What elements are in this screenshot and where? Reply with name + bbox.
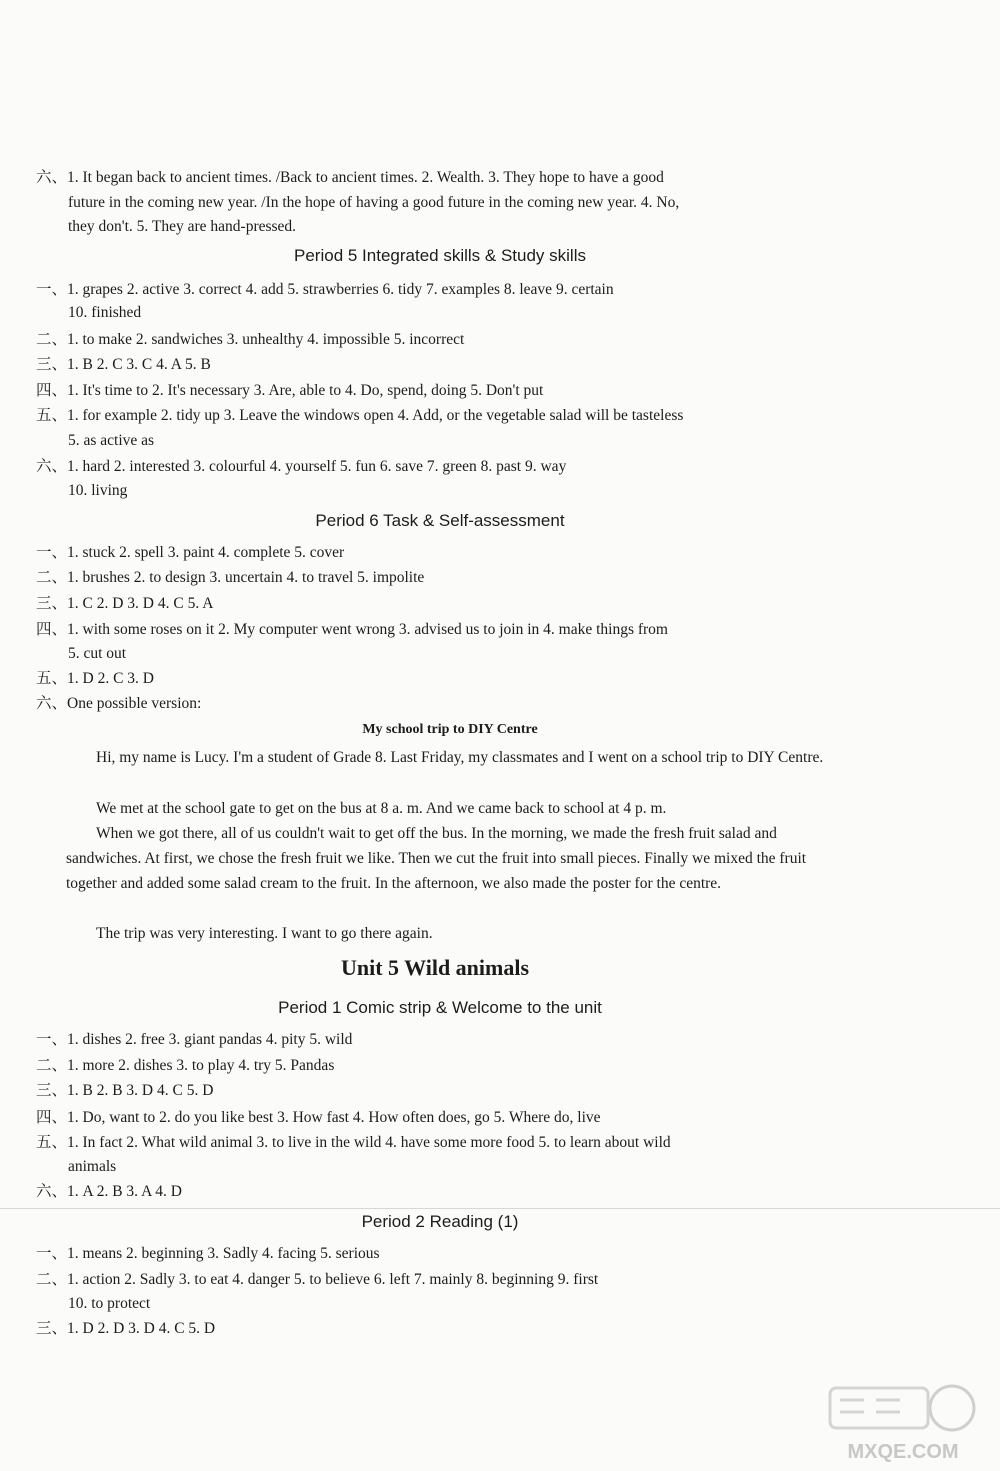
answer-line: future in the coming new year. /In the hope of having a good future in the coming new year. 4. No,	[68, 194, 680, 211]
answer-line: 四、1. with some roses on it 2. My computer went wrong 3. advised us to join in 4. make things from	[36, 621, 668, 638]
answer-line: 三、1. D 2. D 3. D 4. C 5. D	[36, 1320, 216, 1337]
answer-line: 五、1. D 2. C 3. D	[36, 670, 154, 687]
section-divider	[0, 1208, 1000, 1209]
answer-line: 三、1. C 2. D 3. D 4. C 5. A	[36, 595, 214, 612]
answer-line: 六、1. It began back to ancient times. /Back to ancient times. 2. Wealth. 3. They hope to have a good	[36, 169, 664, 186]
answer-line: 六、1. hard 2. interested 3. colourful 4. yourself 5. fun 6. save 7. green 8. past 9. way	[36, 458, 567, 475]
answer-line: 10. finished	[68, 304, 142, 321]
essay-paragraph	[66, 821, 840, 896]
answer-line: 四、1. Do, want to 2. do you like best 3. How fast 4. How often does, go 5. Where do, live	[36, 1109, 601, 1126]
answer-line: 二、1. more 2. dishes 3. to play 4. try 5. Pandas	[36, 1057, 335, 1074]
watermark-logo	[818, 1378, 988, 1468]
answer-line: 一、1. means 2. beginning 3. Sadly 4. facing 5. serious	[36, 1245, 380, 1262]
answer-line: 5. cut out	[68, 645, 127, 662]
answer-line: 三、1. B 2. B 3. D 4. C 5. D	[36, 1082, 214, 1099]
unit-5-title: Unit 5 Wild animals	[340, 955, 530, 980]
essay-paragraph	[66, 796, 840, 821]
answer-line: 一、1. dishes 2. free 3. giant pandas 4. pity 5. wild	[36, 1031, 353, 1048]
essay-paragraph-text: Hi, my name is Lucy. I'm a student of Grade 8. Last Friday, my classmates and I went on a school trip to DIY Centre.	[96, 749, 824, 766]
essay-paragraph	[66, 745, 840, 770]
answer-line: 六、1. A 2. B 3. A 4. D	[36, 1183, 182, 1200]
period-5-heading: Period 5 Integrated skills & Study skills	[294, 246, 586, 265]
essay-paragraph	[66, 921, 840, 946]
watermark-text: MXQE.COM	[847, 1441, 959, 1463]
answer-line: 5. as active as	[68, 432, 155, 449]
essay-paragraph-text: When we got there, all of us couldn't wait to get off the bus. In the morning, we made the fresh fruit salad and sandwiches. At first, we chose the fresh fruit we like. Then we cut the fruit into small pieces. Finally we mixed the fruit together and added some salad cream to the fruit. In the afternoon, we also made the poster for the centre.	[66, 825, 807, 892]
answer-line: 五、1. In fact 2. What wild animal 3. to live in the wild 4. have some more food 5. to learn about wild	[36, 1134, 671, 1151]
answer-line: 二、1. to make 2. sandwiches 3. unhealthy 4. impossible 5. incorrect	[36, 331, 465, 348]
answer-line: 二、1. action 2. Sadly 3. to eat 4. danger 5. to believe 6. left 7. mainly 8. beginning 9. first	[36, 1271, 599, 1288]
answer-line: 二、1. brushes 2. to design 3. uncertain 4. to travel 5. impolite	[36, 569, 425, 586]
answer-line: they don't. 5. They are hand-pressed.	[68, 218, 297, 235]
essay-paragraph-text: The trip was very interesting. I want to go there again.	[96, 925, 433, 942]
answer-line: 六、One possible version:	[36, 695, 202, 712]
unit-5-period-2-heading: Period 2 Reading (1)	[361, 1212, 519, 1231]
answer-line: 三、1. B 2. C 3. C 4. A 5. B	[36, 356, 211, 373]
answer-line: 一、1. stuck 2. spell 3. paint 4. complete 5. cover	[36, 544, 345, 561]
answer-line: 10. to protect	[68, 1295, 151, 1312]
essay-paragraph-text: We met at the school gate to get on the bus at 8 a. m. And we came back to school at 4 p. m.	[96, 800, 667, 817]
answer-line: 10. living	[68, 482, 128, 499]
unit-5-period-1-heading: Period 1 Comic strip & Welcome to the unit	[278, 998, 602, 1017]
period-6-heading: Period 6 Task & Self-assessment	[315, 511, 565, 530]
answer-line: 一、1. grapes 2. active 3. correct 4. add 5. strawberries 6. tidy 7. examples 8. leave 9. certain	[36, 281, 614, 298]
answer-line: 五、1. for example 2. tidy up 3. Leave the windows open 4. Add, or the vegetable salad will be tasteless	[36, 407, 684, 424]
essay-title: My school trip to DIY Centre	[362, 722, 538, 737]
answer-line: 四、1. It's time to 2. It's necessary 3. Are, able to 4. Do, spend, doing 5. Don't put	[36, 382, 544, 399]
answer-line: animals	[68, 1158, 117, 1175]
